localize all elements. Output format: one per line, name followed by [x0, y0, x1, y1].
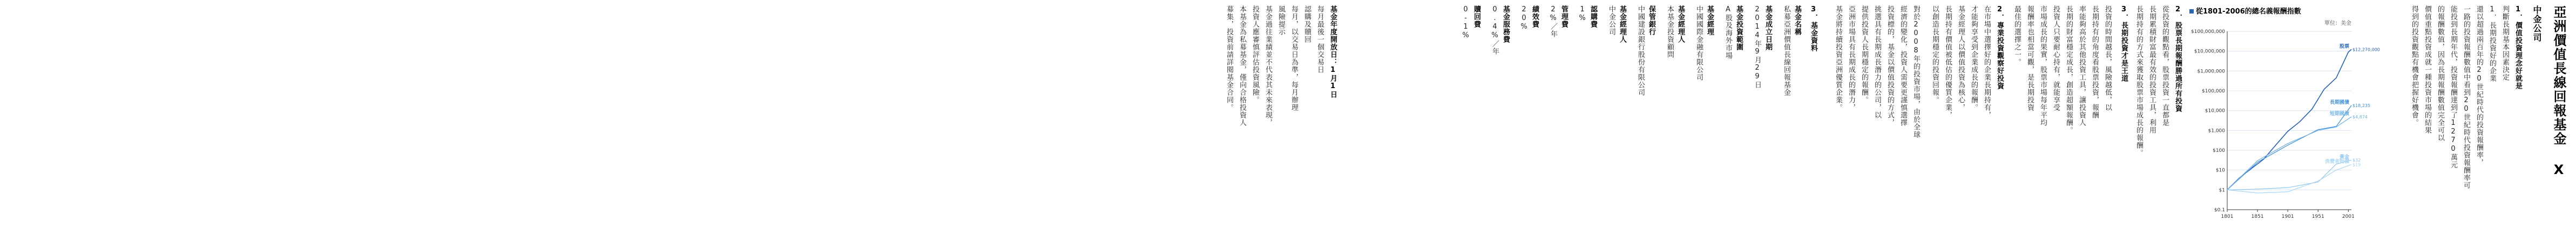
- fund-info-label: 基金服務費: [1502, 5, 1510, 43]
- fund-info-label: 基金投資範圍: [1735, 5, 1743, 51]
- y-tick-label: $10,000: [2205, 108, 2225, 114]
- series-name-label: 黃金: [2339, 155, 2349, 161]
- section3-line: 投資人只要耐心持有，就能享受: [2052, 5, 2060, 111]
- fund-info-value: 2%／年: [1549, 5, 1557, 38]
- notes-line: 基金年度開放日：1月1日: [1329, 5, 1337, 98]
- y-tick-label: $100,000: [2202, 89, 2225, 94]
- section2-line: 長期累積財富最有效的投資工具，利用: [2148, 5, 2156, 134]
- section3-line: 報酬率也相當可觀，是長期投資: [2026, 5, 2034, 111]
- notes-line: 募集，投資前請詳閱基金合同。: [1225, 5, 1233, 111]
- section-growth2-line: 投資標的，基金以價值投資的方式，: [1886, 5, 1894, 126]
- section3-line: 最佳的選擇之一。: [2013, 5, 2021, 66]
- fund-info-value: 中國建設銀行股份有限公司: [1637, 5, 1645, 96]
- x-tick-label: 1851: [2251, 214, 2264, 219]
- notes-line: 投資人應審慎評估投資風險。: [1251, 5, 1259, 104]
- section-growth2-line: 經濟的變化，投資人需要更謹慎選擇: [1899, 5, 1907, 126]
- fund-info-label: 基金成立日期: [1764, 5, 1772, 51]
- section3-line: 投資的時間越長，風險越低，以: [2104, 5, 2112, 111]
- series-name-label: 股票: [2339, 44, 2349, 50]
- fund-info-label: 基金經理: [1706, 5, 1714, 36]
- x-tick-label: 1951: [2311, 214, 2324, 219]
- section-growth-line: 2．專業投資觀察好投資: [1996, 5, 2004, 90]
- y-tick-label: $1,000: [2208, 128, 2225, 134]
- fund-info-value: 0.4%／年: [1491, 5, 1499, 55]
- returns-chart: [2189, 5, 2380, 222]
- intro-line: 1．價值投資理念好就是: [2514, 5, 2522, 90]
- section3-line: 長期持有的角度看股票投資，報酬: [2091, 5, 2099, 119]
- section2-line: 從投資的觀點看，股票投資一直都是: [2161, 5, 2169, 126]
- series-end-value-label: $12,270,000: [2352, 47, 2380, 52]
- series-name-label: 長期國債: [2329, 100, 2349, 106]
- fund-info-value: A股及海外市場: [1724, 5, 1732, 59]
- intro-line: 的報酬數值，因為長期報酬數值完全可以: [2436, 5, 2444, 142]
- series-line-2: [2227, 117, 2351, 190]
- intro-line: 能投到長期年代，投資報酬達到了1270萬元: [2449, 5, 2457, 169]
- notes-line: 每月，以交易日為準，每月辦理: [1290, 5, 1298, 111]
- fund-info-value: 20%: [1520, 5, 1528, 31]
- chart-title: 從1801-2006的總名義報酬指數: [2189, 5, 2301, 16]
- notes-line: 基金過往業績並不代表其未來表現，: [1264, 5, 1272, 126]
- section-growth-line: 才能夠享受到企業成長的報酬。: [1970, 5, 1978, 111]
- section-growth-line: 基金經理人以價值投資為核心，: [1957, 5, 1965, 111]
- fund-info-label: 保管銀行: [1647, 5, 1655, 36]
- y-tick-label: $1,000,000: [2197, 69, 2225, 75]
- y-tick-label: $10: [2215, 168, 2225, 173]
- intro-line: 判斷長期基本因素決定: [2501, 5, 2509, 81]
- section3-line: 長期的財富穩定成長，創造超額報酬。: [2065, 5, 2073, 134]
- x-tick-label: 1901: [2281, 214, 2294, 219]
- section-growth-line: 以創造長期穩定的投資回報。: [1931, 5, 1939, 104]
- section-growth2-line: 亞洲市場具有長期成長的潛力，: [1847, 5, 1855, 111]
- y-tick-label: $1: [2219, 188, 2225, 193]
- series-end-value-label: $18,235: [2352, 103, 2371, 109]
- section2-line: 長期持有的方式來獲取股票市場成長的報酬。: [2135, 5, 2143, 157]
- fund-info-label: 認購費: [1589, 5, 1597, 28]
- series-name-label: 短期國債: [2329, 111, 2349, 117]
- section-growth-line: 在市場中選擇好的企業長期持有，: [1983, 5, 1991, 119]
- series-name-label: 消費者物價: [2324, 159, 2349, 165]
- chart-unit-label: 單位：美金: [2324, 21, 2351, 26]
- intro-line: 還以超過兩百年的20世紀時代的投資報酬率，: [2475, 5, 2483, 166]
- returns-chart-svg: [2189, 15, 2380, 223]
- intro-line: 價值重點投資成就一種投資市場的結果: [2423, 5, 2431, 134]
- intro-line: 得到的投資觀點有機會把握好機會。: [2410, 5, 2418, 126]
- series-end-value-label: $4,874: [2352, 115, 2368, 120]
- series-line-4: [2227, 164, 2351, 193]
- y-tick-label: $100,000,000: [2191, 29, 2225, 35]
- fund-info-heading: 3．基金資料: [1809, 5, 1817, 52]
- section2-line: 2．股票長期報酬勝過所有投資: [2174, 5, 2182, 112]
- fund-info-value: 2014年9月29日: [1753, 5, 1761, 89]
- fund-info-label: 績效費: [1531, 5, 1539, 28]
- x-tick-label: 2001: [2342, 214, 2355, 219]
- page-subtitle: 中金公司: [2532, 5, 2542, 42]
- y-tick-label: $100: [2213, 148, 2225, 153]
- y-tick-label: $10,000,000: [2194, 49, 2225, 55]
- series-end-value-label: $19: [2352, 162, 2361, 168]
- section-growth2-line: 基金將持續投資亞洲優質企業。: [1834, 5, 1842, 111]
- fund-info-value: 本基金投資顧問: [1666, 5, 1674, 58]
- notes-line: 每月最後一個交易日: [1316, 5, 1324, 74]
- section-growth2-line: 對於2008年的投資市場，由於全球: [1912, 5, 1920, 138]
- intro-line: 一路的投資報酬數值中看到20世紀時代投資報酬率可: [2462, 5, 2470, 189]
- fund-info-label: 管理費: [1560, 5, 1568, 28]
- series-line-1: [2227, 105, 2351, 190]
- section-growth2-line: 挑選具有長期成長潛力的公司，以: [1873, 5, 1881, 119]
- page-title: 亞洲價值長線回報基金 X: [2551, 5, 2566, 178]
- fund-info-label: 基金經理人: [1618, 5, 1626, 43]
- series-end-value-label: $32: [2352, 158, 2361, 163]
- fund-info-value: 私募亞洲價值長線回報基金: [1782, 5, 1790, 96]
- section-growth2-line: 提供投資人長期穩定的報酬。: [1860, 5, 1868, 104]
- notes-line: 認購及贖回: [1303, 5, 1311, 43]
- section3-heading: 3．長期投資才是王道: [2120, 5, 2128, 82]
- fund-info-value: 0-1%: [1462, 5, 1470, 40]
- section-growth-line: 長期持有價值被低估的優質企業，: [1944, 5, 1952, 119]
- fund-info-value: 中金公司: [1607, 5, 1615, 36]
- notes-line: 風險提示: [1277, 5, 1285, 36]
- fund-info-label: 基金經理人: [1676, 5, 1685, 43]
- fund-info-label: 基金名稱: [1793, 5, 1801, 36]
- fund-info-value: 中國國際金融有限公司: [1695, 5, 1703, 81]
- x-tick-label: 1801: [2221, 214, 2234, 219]
- series-line-0: [2227, 49, 2351, 190]
- fund-info-value: 1%: [1578, 5, 1586, 23]
- section3-line: 市場成長的果實，股票市場每年平均: [2039, 5, 2047, 126]
- square-bullet-icon: [2189, 9, 2194, 14]
- notes-line: 本基金為私募基金，僅向合格投資人: [1238, 5, 1246, 126]
- fund-info-label: 贖回費: [1472, 5, 1480, 28]
- intro-line: 1．長期投資好的企業: [2488, 5, 2496, 82]
- y-tick-label: $0.1: [2214, 208, 2225, 213]
- section3-line: 率能夠高於其他投資工具，讓投資人: [2078, 5, 2086, 126]
